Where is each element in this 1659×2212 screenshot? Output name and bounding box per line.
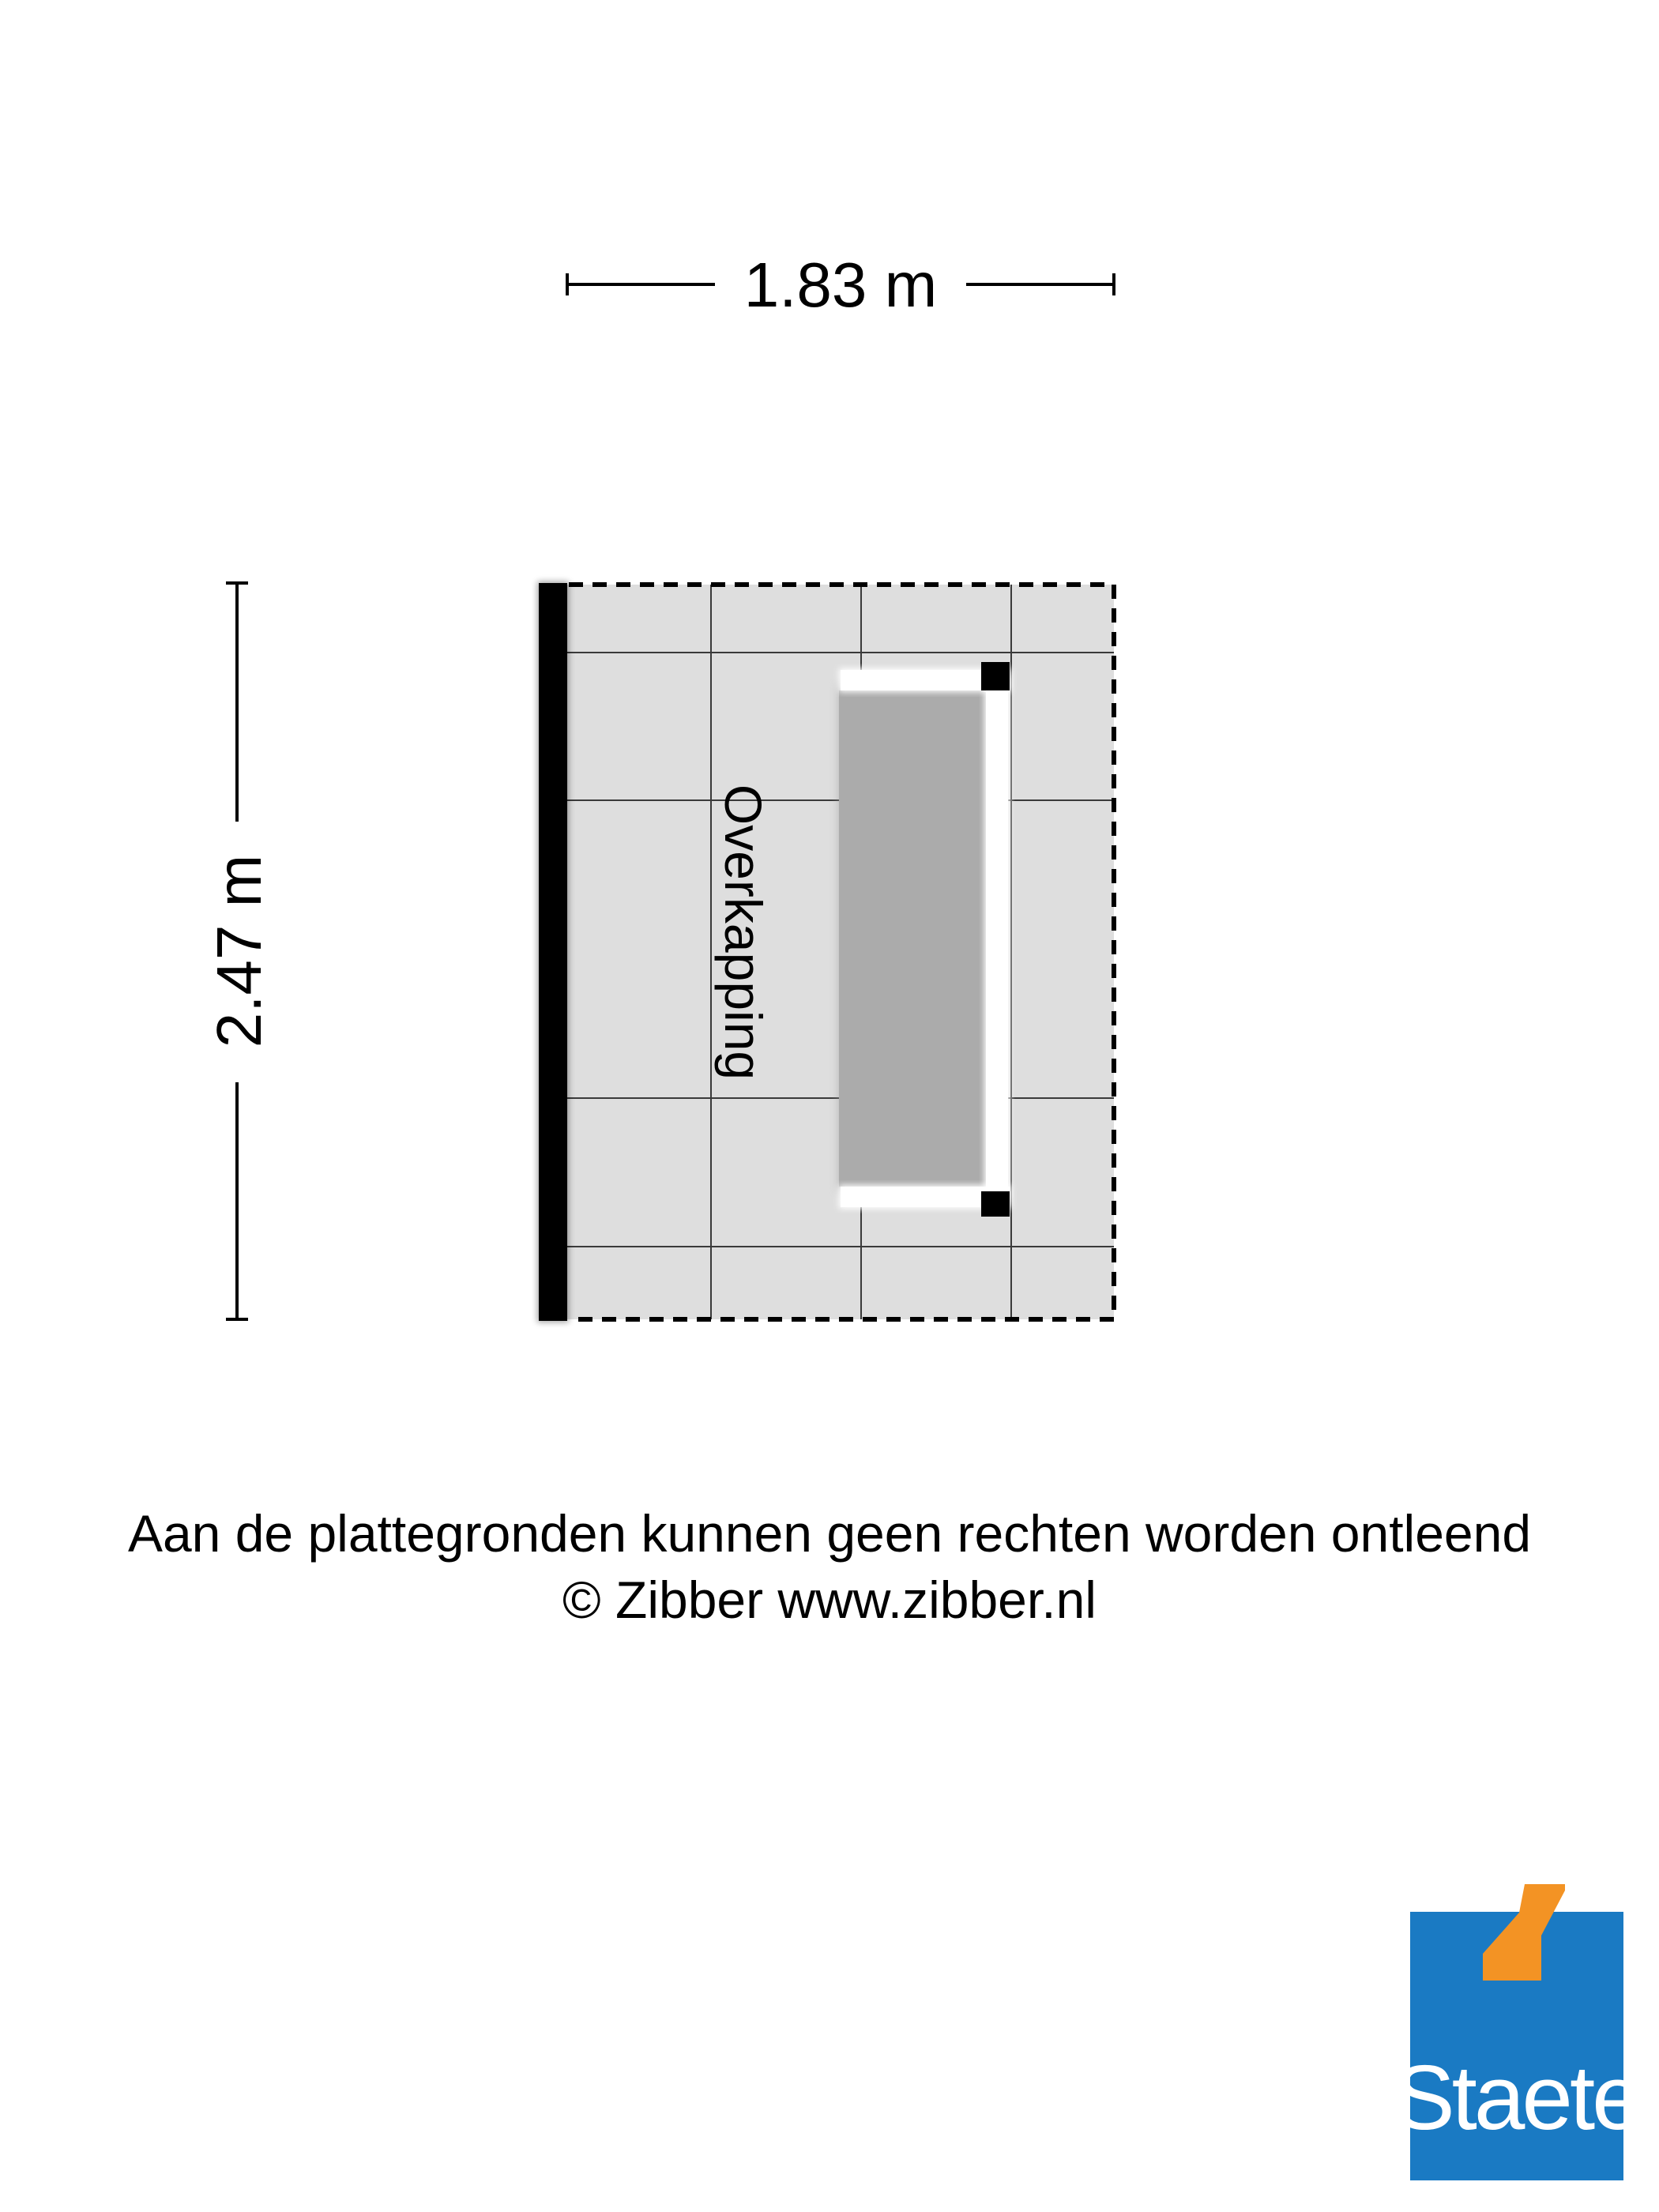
copyright-text: © Zibber www.zibber.nl — [562, 1571, 1097, 1629]
disclaimer-text: Aan de plattegronden kunnen geen rechten worden ontleend — [127, 1504, 1532, 1563]
width-label: 1.83 m — [743, 250, 938, 320]
height-label: 2.47 m — [204, 854, 274, 1048]
room-label: Overkapping — [714, 784, 773, 1081]
staete-logo — [1394, 1884, 1640, 2180]
height-dimension — [204, 583, 274, 1319]
logo-wordmark: Staete — [1394, 2046, 1640, 2149]
garden-bench — [839, 662, 1011, 1217]
bench-seat — [839, 690, 988, 1187]
wall-solid — [539, 583, 567, 1321]
room-overkapping — [537, 581, 1114, 1322]
width-dimension — [567, 250, 1114, 320]
bench-post-top — [981, 662, 1010, 690]
floor — [553, 585, 1114, 1319]
bench-post-bottom — [981, 1191, 1010, 1217]
